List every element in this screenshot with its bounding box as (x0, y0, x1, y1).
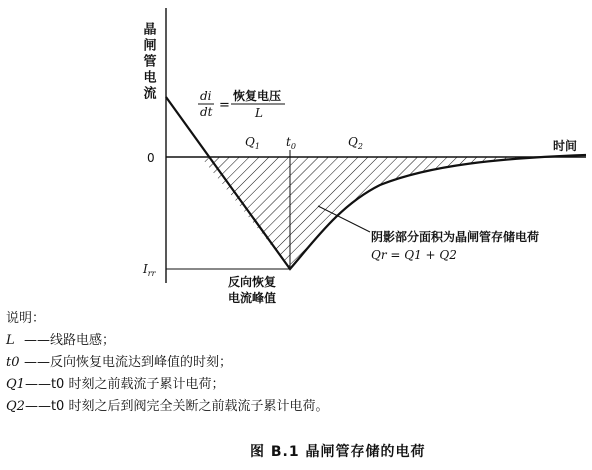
legend-item (6, 396, 566, 418)
legend-text: ——t0 时刻之前载流子累计电荷； (24, 377, 225, 392)
legend-title: 说明： (6, 311, 46, 326)
peak-label-line2: 电流峰值 (228, 291, 277, 305)
q2-label: $Q_2$ (348, 135, 363, 151)
legend-symbol: L (6, 333, 15, 348)
t0-label: $t_0$ (286, 135, 296, 151)
legend-item (6, 330, 566, 352)
figure-caption: 图 B.1 晶闸管存储的电荷 (250, 444, 426, 460)
svg-text:L: L (255, 106, 263, 120)
legend-item (6, 374, 566, 396)
zero-label: 0 (147, 151, 155, 165)
qr-equation: Qr = Q1 + Q2 (371, 248, 457, 262)
shade-note: 阴影部分面积为晶闸管存储电荷 (371, 230, 540, 244)
y-axis-label: 晶闸管电流 (140, 22, 156, 102)
irr-label: $I_{rr}$ (143, 262, 156, 278)
x-axis-label: 时间 (553, 139, 578, 153)
legend-text: ——t0 时刻之后到阀完全关断之前载流子累计电荷。 (24, 399, 329, 414)
legend (6, 308, 566, 418)
legend-symbol: Q1 (6, 377, 25, 392)
svg-text:di: di (200, 89, 212, 103)
svg-text:=: = (219, 98, 230, 113)
legend-text: ——线路电感； (24, 333, 116, 348)
svg-text:恢复电压: 恢复电压 (233, 89, 282, 103)
legend-symbol: t0 (6, 355, 20, 370)
legend-item (6, 352, 566, 374)
q1-label: $Q_1$ (245, 135, 260, 151)
svg-text:dt: dt (200, 105, 213, 119)
legend-text: ——反向恢复电流达到峰值的时刻； (24, 355, 233, 370)
peak-label-line1: 反向恢复 (228, 275, 277, 289)
legend-symbol: Q2 (6, 399, 25, 414)
slope-formula (198, 88, 285, 120)
